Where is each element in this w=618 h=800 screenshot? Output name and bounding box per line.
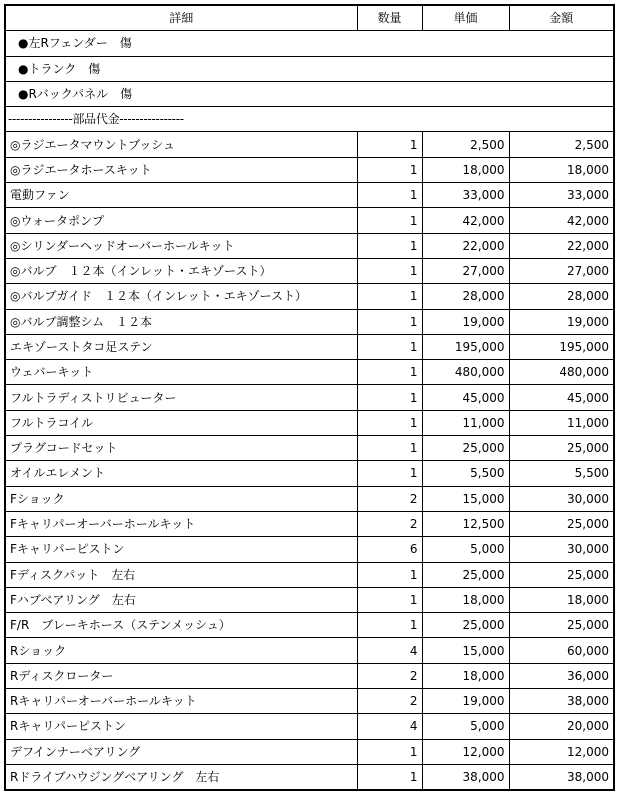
item-amount: 38,000 (509, 764, 614, 790)
item-unit-price: 33,000 (422, 183, 509, 208)
table-row (5, 663, 614, 688)
item-name: デフインナーベアリング (5, 739, 357, 764)
item-amount: 18,000 (509, 157, 614, 182)
item-amount: 12,000 (509, 739, 614, 764)
header-detail: 詳細 (5, 5, 357, 31)
item-qty: 1 (357, 436, 422, 461)
table-row (5, 486, 614, 511)
item-qty: 1 (357, 132, 422, 157)
item-name: Rドライブハウジングベアリング 左右 (5, 764, 357, 790)
item-amount: 5,500 (509, 461, 614, 486)
item-unit-price: 12,000 (422, 739, 509, 764)
note-text: ●左Rフェンダー 傷 (5, 31, 614, 56)
item-qty: 2 (357, 511, 422, 536)
item-amount: 480,000 (509, 360, 614, 385)
item-unit-price: 18,000 (422, 663, 509, 688)
item-qty: 2 (357, 663, 422, 688)
table-row (5, 714, 614, 739)
table-row (5, 233, 614, 258)
table-row (5, 587, 614, 612)
item-unit-price: 28,000 (422, 284, 509, 309)
item-name: フルトラコイル (5, 410, 357, 435)
item-name: プラグコードセット (5, 436, 357, 461)
table-row (5, 208, 614, 233)
estimate-table (4, 4, 615, 791)
item-unit-price: 25,000 (422, 562, 509, 587)
item-amount: 18,000 (509, 587, 614, 612)
item-unit-price: 19,000 (422, 689, 509, 714)
item-qty: 4 (357, 638, 422, 663)
item-name: エキゾーストタコ足ステン (5, 334, 357, 359)
table-row (5, 511, 614, 536)
item-qty: 1 (357, 587, 422, 612)
item-amount: 195,000 (509, 334, 614, 359)
table-row (5, 309, 614, 334)
item-qty: 1 (357, 410, 422, 435)
table-row (5, 461, 614, 486)
item-name: ◎シリンダーヘッドオーバーホールキット (5, 233, 357, 258)
item-name: Fディスクパット 左右 (5, 562, 357, 587)
section-row (5, 107, 614, 132)
table-row (5, 689, 614, 714)
note-row (5, 31, 614, 56)
item-qty: 1 (357, 764, 422, 790)
table-row (5, 537, 614, 562)
table-row (5, 157, 614, 182)
item-qty: 1 (357, 360, 422, 385)
item-unit-price: 38,000 (422, 764, 509, 790)
item-amount: 33,000 (509, 183, 614, 208)
item-amount: 25,000 (509, 613, 614, 638)
item-amount: 27,000 (509, 258, 614, 283)
item-name: フルトラディストリビューター (5, 385, 357, 410)
item-amount: 45,000 (509, 385, 614, 410)
item-name: ◎バルブ １２本（インレット・エキゾースト） (5, 258, 357, 283)
item-unit-price: 18,000 (422, 587, 509, 612)
header-unit-price: 単価 (422, 5, 509, 31)
table-row (5, 638, 614, 663)
item-amount: 28,000 (509, 284, 614, 309)
note-text: ●Rバックパネル 傷 (5, 81, 614, 106)
item-amount: 11,000 (509, 410, 614, 435)
item-qty: 1 (357, 208, 422, 233)
item-unit-price: 480,000 (422, 360, 509, 385)
item-name: Fハブベアリング 左右 (5, 587, 357, 612)
item-unit-price: 5,000 (422, 714, 509, 739)
item-unit-price: 195,000 (422, 334, 509, 359)
item-amount: 60,000 (509, 638, 614, 663)
item-unit-price: 45,000 (422, 385, 509, 410)
table-row (5, 183, 614, 208)
table-row (5, 410, 614, 435)
header-qty: 数量 (357, 5, 422, 31)
item-name: ウェバーキット (5, 360, 357, 385)
item-amount: 2,500 (509, 132, 614, 157)
item-qty: 4 (357, 714, 422, 739)
note-text: ●トランク 傷 (5, 56, 614, 81)
item-unit-price: 42,000 (422, 208, 509, 233)
table-row (5, 562, 614, 587)
item-unit-price: 25,000 (422, 436, 509, 461)
item-unit-price: 19,000 (422, 309, 509, 334)
table-row (5, 284, 614, 309)
table-row (5, 360, 614, 385)
item-qty: 1 (357, 233, 422, 258)
item-amount: 22,000 (509, 233, 614, 258)
item-unit-price: 22,000 (422, 233, 509, 258)
item-amount: 30,000 (509, 537, 614, 562)
item-amount: 42,000 (509, 208, 614, 233)
item-qty: 1 (357, 157, 422, 182)
header-row (5, 5, 614, 31)
table-row (5, 385, 614, 410)
item-amount: 19,000 (509, 309, 614, 334)
item-qty: 1 (357, 562, 422, 587)
item-qty: 6 (357, 537, 422, 562)
item-qty: 2 (357, 486, 422, 511)
item-unit-price: 12,500 (422, 511, 509, 536)
item-name: Rキャリパーオーバーホールキット (5, 689, 357, 714)
item-name: Rディスクローター (5, 663, 357, 688)
table-row (5, 258, 614, 283)
item-unit-price: 2,500 (422, 132, 509, 157)
item-qty: 1 (357, 385, 422, 410)
item-qty: 1 (357, 461, 422, 486)
item-unit-price: 5,000 (422, 537, 509, 562)
item-amount: 38,000 (509, 689, 614, 714)
item-amount: 25,000 (509, 511, 614, 536)
table-body (5, 31, 614, 790)
item-name: ◎バルブ調整シム １２本 (5, 309, 357, 334)
item-name: ◎ラジエータホースキット (5, 157, 357, 182)
item-amount: 36,000 (509, 663, 614, 688)
note-row (5, 81, 614, 106)
item-name: Rキャリパーピストン (5, 714, 357, 739)
item-name: ◎ウォータポンプ (5, 208, 357, 233)
item-name: ◎バルブガイド １２本（インレット・エキゾースト） (5, 284, 357, 309)
table-row (5, 334, 614, 359)
item-unit-price: 15,000 (422, 486, 509, 511)
item-qty: 1 (357, 613, 422, 638)
item-name: ◎ラジエータマウントブッシュ (5, 132, 357, 157)
item-unit-price: 25,000 (422, 613, 509, 638)
item-qty: 2 (357, 689, 422, 714)
item-unit-price: 18,000 (422, 157, 509, 182)
item-unit-price: 5,500 (422, 461, 509, 486)
item-qty: 1 (357, 183, 422, 208)
table-row (5, 132, 614, 157)
item-name: 電動ファン (5, 183, 357, 208)
item-qty: 1 (357, 334, 422, 359)
section-label: ----------------部品代金---------------- (5, 107, 614, 132)
item-name: Fショック (5, 486, 357, 511)
item-unit-price: 15,000 (422, 638, 509, 663)
item-name: Fキャリパーピストン (5, 537, 357, 562)
item-qty: 1 (357, 284, 422, 309)
header-amount: 金額 (509, 5, 614, 31)
table-row (5, 739, 614, 764)
item-qty: 1 (357, 258, 422, 283)
item-unit-price: 27,000 (422, 258, 509, 283)
item-name: F/R ブレーキホース（ステンメッシュ） (5, 613, 357, 638)
item-name: Rショック (5, 638, 357, 663)
estimate-sheet (4, 4, 613, 791)
item-amount: 25,000 (509, 436, 614, 461)
table-row (5, 764, 614, 790)
item-name: Fキャリパーオーバーホールキット (5, 511, 357, 536)
item-amount: 30,000 (509, 486, 614, 511)
item-qty: 1 (357, 309, 422, 334)
item-name: オイルエレメント (5, 461, 357, 486)
table-row (5, 613, 614, 638)
table-row (5, 436, 614, 461)
item-amount: 20,000 (509, 714, 614, 739)
item-amount: 25,000 (509, 562, 614, 587)
item-unit-price: 11,000 (422, 410, 509, 435)
note-row (5, 56, 614, 81)
item-qty: 1 (357, 739, 422, 764)
